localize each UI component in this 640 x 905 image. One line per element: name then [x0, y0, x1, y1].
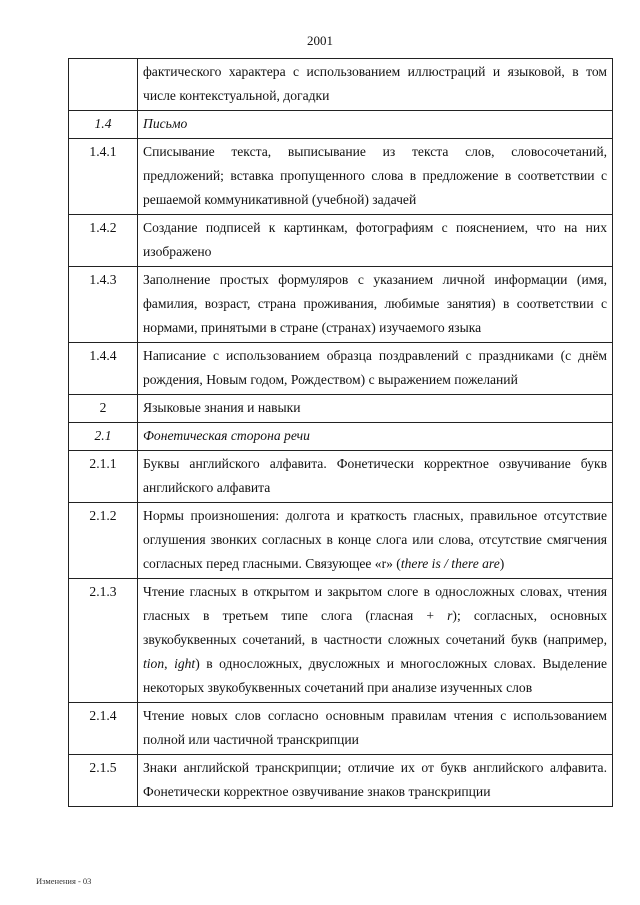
- text-part: ): [499, 556, 505, 571]
- row-text: Чтение новых слов согласно основным правилам чтения с использованием полной или частичной транскрипции: [138, 703, 613, 755]
- text-part: Нормы произношения: долгота и краткость гласных, правильное отсутствие оглушения звонких согласных в конце слога или слова, отсутствие смягчения согласных перед гласными. Связующее «r» (: [143, 508, 607, 571]
- text-part: ) в односложных, двусложных и многосложных словах. Выделение некоторых звукобуквенных сочетаний при анализе изученных слов: [143, 656, 608, 695]
- row-code: 1.4.3: [69, 267, 138, 343]
- row-text: [138, 579, 613, 703]
- row-code: 2.1: [69, 423, 138, 451]
- row-text: Буквы английского алфавита. Фонетически корректное озвучивание букв английского алфавита: [138, 451, 613, 503]
- row-code: 1.4.2: [69, 215, 138, 267]
- table-row: [69, 423, 613, 451]
- row-code: 2.1.2: [69, 503, 138, 579]
- row-text: Фонетическая сторона речи: [138, 423, 613, 451]
- text-part-italic: r: [447, 608, 453, 623]
- row-code: 2.1.3: [69, 579, 138, 703]
- row-text: Языковые знания и навыки: [138, 395, 613, 423]
- row-code: 2.1.1: [69, 451, 138, 503]
- row-text: [138, 503, 613, 579]
- table-row: [69, 503, 613, 579]
- text-part-italic: ight: [174, 656, 196, 671]
- text-part: ); согласных, основных звукобуквенных сочетаний, в частности сложных сочетаний букв (например,: [143, 608, 607, 647]
- text-part-italic: tion: [143, 656, 165, 671]
- text-part: Чтение гласных в открытом и закрытом слоге в односложных словах, чтения гласных в третьем типе слога (гласная +: [143, 584, 607, 623]
- page-number: 2001: [307, 33, 333, 48]
- row-text: фактического характера с использованием иллюстраций и языковой, в том числе контекстуальной, догадки: [138, 59, 613, 111]
- row-text: Создание подписей к картинкам, фотографиям с пояснением, что на них изображено: [138, 215, 613, 267]
- curriculum-table: [68, 58, 613, 807]
- row-text: Заполнение простых формуляров с указанием личной информации (имя, фамилия, возраст, страна проживания, любимые занятия) в соответствии с нормами, принятыми в стране (странах) изучаемого языка: [138, 267, 613, 343]
- text-part: ,: [164, 656, 175, 671]
- row-code: 2.1.5: [69, 755, 138, 807]
- table-row: [69, 703, 613, 755]
- table-row: [69, 267, 613, 343]
- row-code: 1.4.4: [69, 343, 138, 395]
- table-row: [69, 215, 613, 267]
- table-row: [69, 579, 613, 703]
- row-text: Списывание текста, выписывание из текста слов, словосочетаний, предложений; вставка пропущенного слова в предложение в соответствии с решаемой коммуникативной (учебной) задачей: [138, 139, 613, 215]
- table-row: [69, 139, 613, 215]
- row-code: 1.4: [69, 111, 138, 139]
- row-code: 2: [69, 395, 138, 423]
- row-code: 2.1.4: [69, 703, 138, 755]
- row-text: Знаки английской транскрипции; отличие их от букв английского алфавита. Фонетически корректное озвучивание знаков транскрипции: [138, 755, 613, 807]
- footer-revision: Изменения - 03: [36, 876, 92, 886]
- row-text: Написание с использованием образца поздравлений с праздниками (с днём рождения, Новым годом, Рождеством) с выражением пожеланий: [138, 343, 613, 395]
- row-code: [69, 59, 138, 111]
- table-row: [69, 451, 613, 503]
- table-row: [69, 395, 613, 423]
- table-row: [69, 111, 613, 139]
- row-code: 1.4.1: [69, 139, 138, 215]
- table-row: [69, 343, 613, 395]
- table-row: [69, 755, 613, 807]
- row-text: Письмо: [138, 111, 613, 139]
- table-row: [69, 59, 613, 111]
- text-part-italic: there is / there are: [400, 556, 500, 571]
